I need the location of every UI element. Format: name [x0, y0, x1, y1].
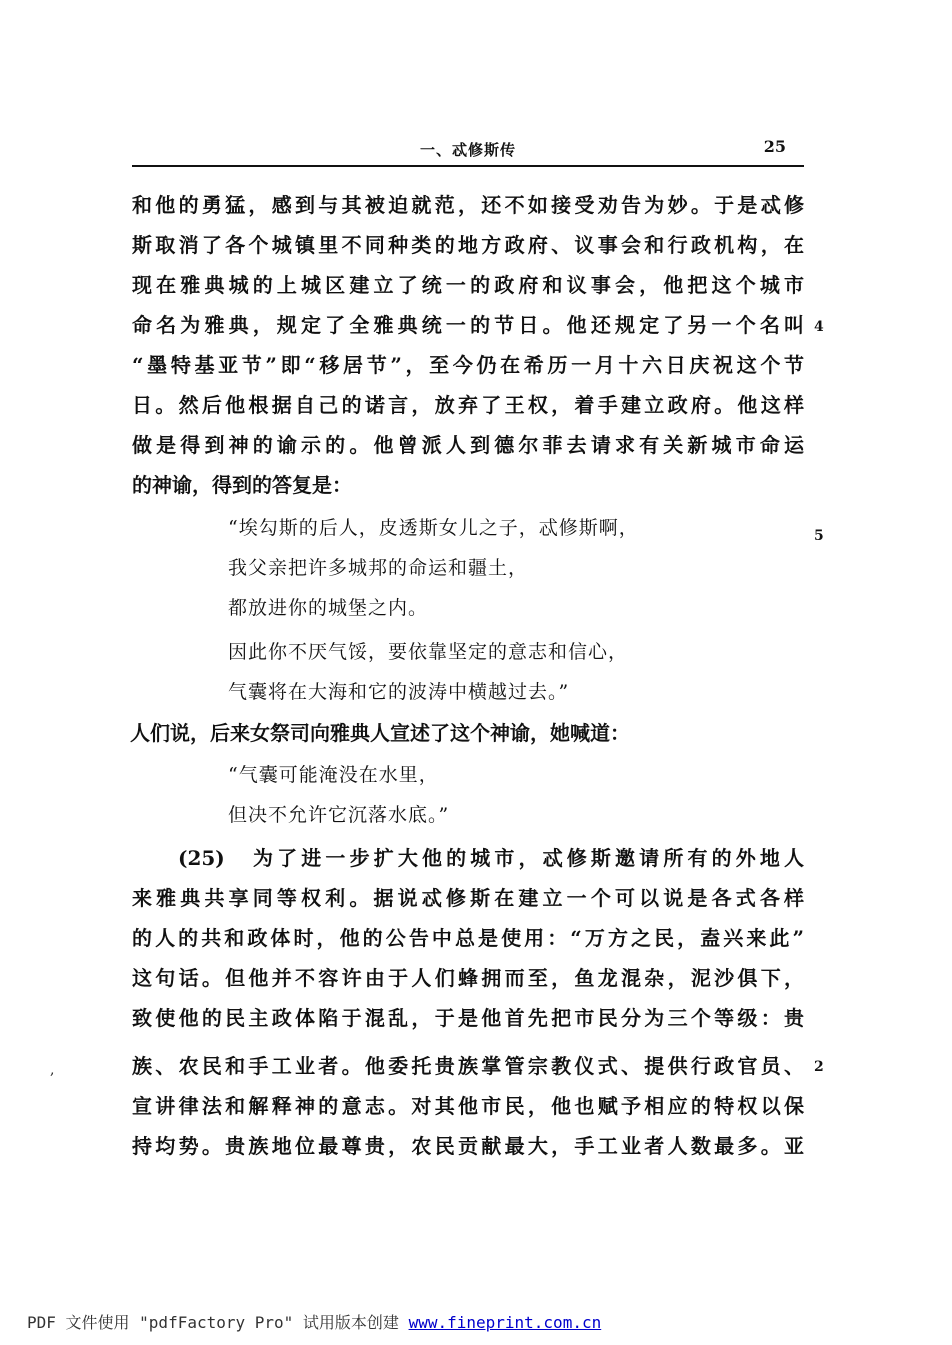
text-line: 致使他的民主政体陷于混乱，于是他首先把市民分为三个等级：贵	[132, 1006, 804, 1030]
text-line: 族、农民和手工业者。他委托贵族掌管宗教仪式、提供行政官员、	[132, 1054, 804, 1078]
verse-line: 但决不允许它沉落水底。”	[228, 804, 450, 826]
verse-line: 因此你不厌气馁，要依靠坚定的意志和信心，	[228, 641, 629, 663]
header-rule	[132, 165, 804, 167]
text-line: 宣讲律法和解释神的意志。对其他市民，他也赋予相应的特权以保	[132, 1094, 804, 1118]
pdf-footer	[27, 1310, 601, 1333]
page-number: 25	[763, 137, 786, 156]
verse-line: 都放进你的城堡之内。	[228, 597, 429, 619]
margin-number: 5	[814, 528, 824, 544]
text-line: “墨特基亚节”即“移居节”，至今仍在希历一月十六日庆祝这个节	[132, 353, 804, 377]
scan-speck: ,	[50, 1062, 55, 1078]
verse-line: “气囊可能淹没在水里，	[228, 764, 439, 786]
text-line: (25) 为了进一步扩大他的城市，忒修斯邀请所有的外地人	[178, 846, 804, 870]
text-line: 人们说，后来女祭司向雅典人宣述了这个神谕，她喊道：	[130, 721, 630, 745]
text-line: 做是得到神的谕示的。他曾派人到德尔菲去请求有关新城市命运	[132, 433, 804, 457]
text-line: 命名为雅典，规定了全雅典统一的节日。他还规定了另一个名叫	[132, 313, 804, 337]
chapter-title: 一、忒修斯传	[419, 141, 516, 159]
margin-number: 4	[814, 319, 824, 335]
text-line: 的人的共和政体时，他的公告中总是使用：“万方之民，盍兴来此”	[132, 926, 804, 950]
footer-link[interactable]: www.fineprint.com.cn	[408, 1313, 602, 1332]
verse-line: “埃勾斯的后人，皮透斯女儿之子，忒修斯啊，	[228, 517, 639, 539]
verse-line: 我父亲把许多城邦的命运和疆土，	[228, 557, 529, 579]
text-line: 和他的勇猛，感到与其被迫就范，还不如接受劝告为妙。于是忒修	[132, 193, 804, 217]
footer-text: PDF 文件使用 "pdfFactory Pro" 试用版本创建	[27, 1313, 409, 1332]
text-line: 日。然后他根据自己的诺言，放弃了王权，着手建立政府。他这样	[132, 393, 804, 417]
verse-line: 气囊将在大海和它的波涛中横越过去。”	[228, 681, 570, 703]
running-header	[132, 135, 804, 169]
text-line: 现在雅典城的上城区建立了统一的政府和议事会，他把这个城市	[132, 273, 804, 297]
text-line: 的神谕，得到的答复是：	[132, 473, 352, 497]
text-line: 这句话。但他并不容许由于人们蜂拥而至，鱼龙混杂，泥沙俱下，	[132, 966, 804, 990]
text-line: 来雅典共享同等权利。据说忒修斯在建立一个可以说是各式各样	[132, 886, 804, 910]
text-line: 斯取消了各个城镇里不同种类的地方政府、议事会和行政机构，在	[132, 233, 804, 257]
text-line: 持均势。贵族地位最尊贵，农民贡献最大，手工业者人数最多。亚	[132, 1134, 804, 1158]
margin-number: 2	[814, 1059, 824, 1075]
